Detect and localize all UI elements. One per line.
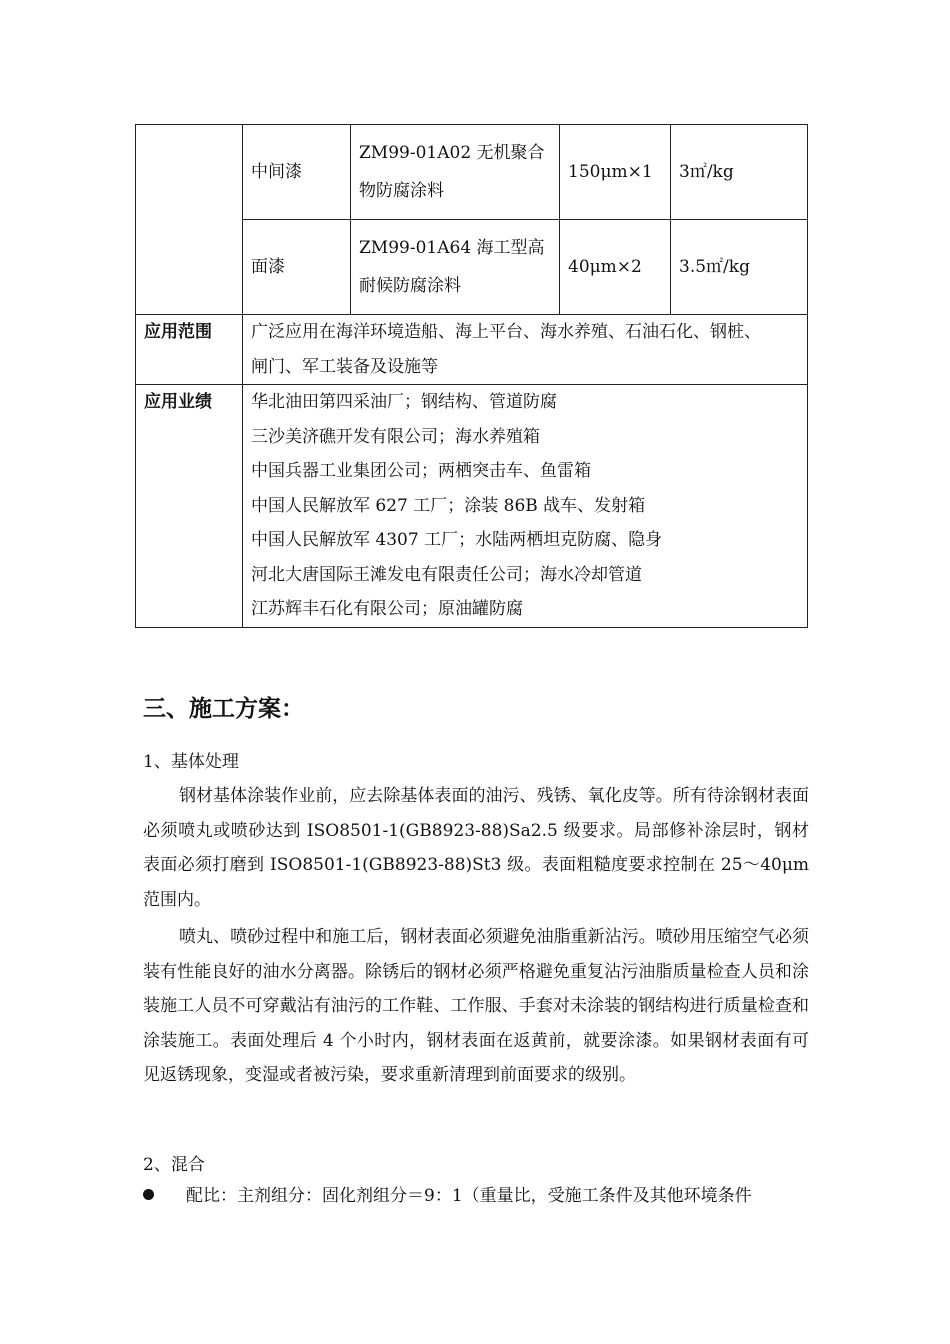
record-item: 河北大唐国际王滩发电有限责任公司；海水冷却管道	[251, 564, 642, 585]
record-item: 华北油田第四采油厂；钢结构、管道防腐	[251, 392, 557, 412]
product-cell: ZM99-01A64 海工型高 耐候防腐涂料	[351, 220, 560, 315]
product-spec-table	[135, 124, 808, 628]
record-item: 中国人民解放军 4307 工厂；水陆两栖坦克防腐、隐身	[251, 530, 663, 550]
bullet-item	[143, 1181, 813, 1206]
section-title: 三、施工方案：	[143, 696, 304, 722]
scope-label: 应用范围	[136, 315, 243, 385]
subsection-heading: 1、基体处理	[143, 752, 239, 772]
paragraph: 钢材基体涂装作业前，应去除基体表面的油污、残锈、氧化皮等。所有待涂钢材表面必须喷丸或喷砂达到 ISO8501-1(GB8923-88)Sa2.5 级要求。局部修补涂层时，钢材表面必须打磨到 ISO8501-1(GB8923-88)St3 级。表面粗糙度要求控制在 25～40μm 范围内。	[143, 786, 809, 910]
table-row	[136, 385, 808, 628]
subsection-heading: 2、混合	[143, 1155, 205, 1175]
record-item: 中国人民解放军 627 工厂；涂装 86B 战车、发射箱	[251, 495, 646, 516]
empty-label-cell	[136, 125, 243, 315]
paragraph: 喷丸、喷砂过程中和施工后，钢材表面必须避免油脂重新沾污。喷砂用压缩空气必须装有性能良好的油水分离器。除锈后的钢材必须严格避免重复沾污油脂质量检查人员和涂装施工人员不可穿戴沾有油污的工作鞋、工作服、手套对未涂装的钢结构进行质量检查和涂装施工。表面处理后 4 个小时内，钢材表面在返黄前，就要涂漆。如果钢材表面有可见返锈现象，变湿或者被污染，要求重新清理到前面要求的级别。	[143, 927, 809, 1085]
record-cell	[243, 385, 808, 628]
table-row	[136, 315, 808, 385]
bullet-dot-icon	[143, 1189, 154, 1200]
thickness-cell: 40μm×2	[560, 220, 671, 315]
record-item: 三沙美济礁开发有限公司；海水养殖箱	[251, 426, 540, 447]
coat-name-cell: 中间漆	[243, 125, 351, 220]
coverage-cell: 3.5㎡/kg	[671, 220, 808, 315]
record-item: 江苏辉丰石化有限公司；原油罐防腐	[251, 599, 523, 619]
scope-cell: 广泛应用在海洋环境造船、海上平台、海水养殖、石油石化、钢桩、 闸门、军工装备及设施等	[243, 315, 808, 385]
thickness-cell: 150μm×1	[560, 125, 671, 220]
coat-name-cell: 面漆	[243, 220, 351, 315]
table-row	[136, 125, 808, 220]
bullet-text: 配比：主剂组分：固化剂组分＝9：1（重量比，受施工条件及其他环境条件	[186, 1186, 752, 1206]
coverage-cell: 3㎡/kg	[671, 125, 808, 220]
record-item: 中国兵器工业集团公司；两栖突击车、鱼雷箱	[251, 461, 591, 481]
record-label: 应用业绩	[136, 385, 243, 628]
product-cell: ZM99-01A02 无机聚合 物防腐涂料	[351, 125, 560, 220]
